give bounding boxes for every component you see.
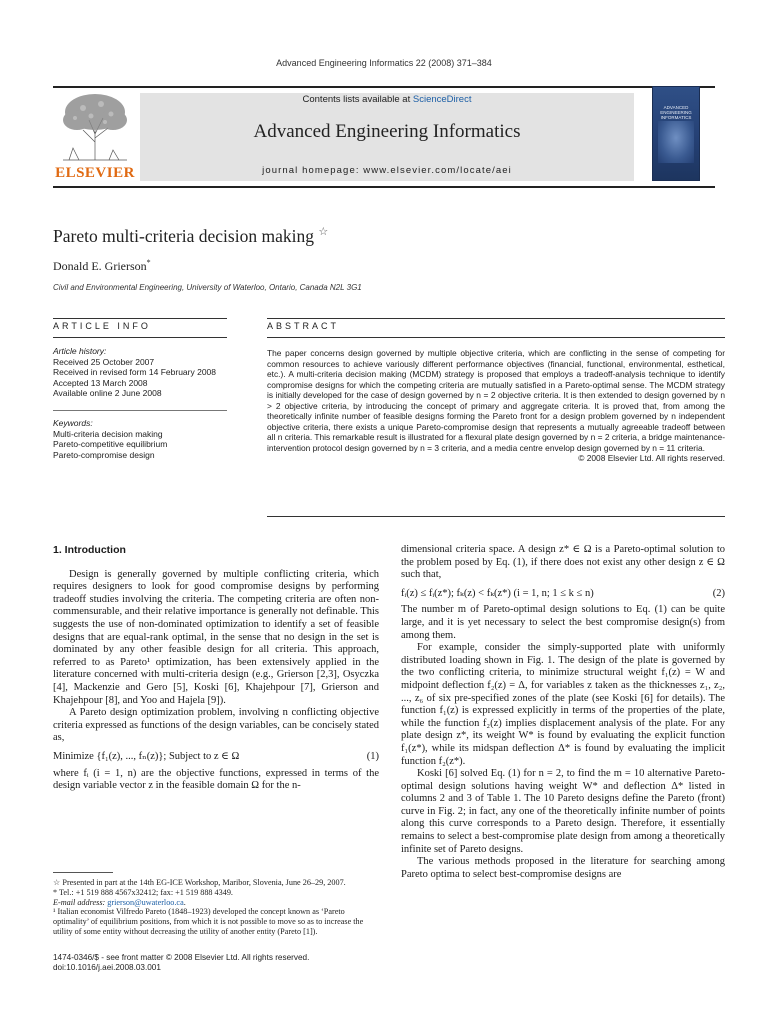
abstract-copyright: © 2008 Elsevier Ltd. All rights reserved.: [578, 453, 725, 463]
keywords-label: Keywords:: [53, 418, 93, 428]
keywords: [53, 418, 229, 460]
right-paragraph-2: The number m of Pareto-optimal design solutions to Eq. (1) can be quite large, and it is yet necessary to select the best compromise design(s) from among them.: [401, 604, 725, 641]
article-history-label: Article history:: [53, 346, 107, 356]
front-matter-issn: 1474-0346/$ - see front matter © 2008 Elsevier Ltd. All rights reserved.: [53, 953, 310, 962]
journal-cover-image: [652, 86, 700, 181]
author-affiliation: Civil and Environmental Engineering, University of Waterloo, Ontario, Canada N2L 3G1: [53, 283, 362, 292]
front-matter-doi[interactable]: doi:10.1016/j.aei.2008.03.001: [53, 963, 161, 972]
abstract-label: ABSTRACT: [267, 321, 340, 331]
keyword-item: Pareto-competitive equilibrium: [53, 439, 168, 449]
footnote-email: [53, 898, 379, 908]
article-info-divider: [53, 410, 227, 411]
equation-2-number: (2): [712, 587, 725, 599]
footnote-pareto: ¹ Italian economist Vilfredo Pareto (1848–1923) developed the concept known as ‘Pareto optimality’ of equilibrium positions, from which it is not possible to move so as to increase the utility of some entity without decreasing the utility of another entity (Pareto [1]).: [53, 907, 364, 936]
front-matter: [53, 953, 309, 973]
abstract-rule: [267, 337, 725, 338]
history-received: Received 25 October 2007: [53, 356, 155, 367]
equation-1: [53, 751, 379, 764]
paper-title: [53, 225, 328, 247]
footnote-contact: * Tel.: +1 519 888 4567x32412; fax: +1 519 888 4349.: [53, 887, 233, 897]
paper-title-text: Pareto multi-criteria decision making: [53, 225, 314, 246]
section-heading-introduction: 1. Introduction: [53, 544, 126, 556]
email-label: E-mail address:: [53, 897, 108, 907]
footnotes: [53, 878, 379, 937]
intro-paragraph-1: Design is generally governed by multiple conflicting criteria, which requires designers to look for good compromise designs by performing tradeoff studies involving the criteria. The competing criteria are often non-commensurable, and their relative importance is generally not definable. This suggests the use of non-dominated optimization to identify a set of feasible designs that are equal-rank optimal, in the sense that no design in the set is dominated by any other feasible design for all criteria. This approach, referred to as Pareto¹ optimization, has been extensively applied in the literature concerned with multi-criteria design (e.g., Grierson [2,3], Osyczka [4], Mackenzie and Gero [5], Koski [6], Khajehpour [7], Grierson and Khajehpour [8], and Yoo and Hajela [9]).: [53, 568, 379, 706]
article-info-rule: [53, 337, 227, 338]
email-link[interactable]: grierson@uwaterloo.ca: [107, 897, 184, 907]
elsevier-logo-text: ELSEVIER: [55, 165, 135, 181]
author: [53, 258, 151, 274]
abstract-text: The paper concerns design governed by multiple objective criteria, which are conflicting in the sense of competing for common resources to achieve variously different performance objectives (financial, functional, environmental, esthetical, etc.). A multi-criteria decision making (MCDM) strategy is proposed that employs a tradeoff-analysis technique to identify compromise designs for which the competing criteria are mutually satisfied in a Pareto-optimal sense. The MCDM strategy is initially developed for the case of design governed by n = 2 objective criteria. It is then extended to design governed by n > 2 objective criteria, by introducing the concept of primary and aggregate criteria. It is proved that, from among the theoretically infinite number of feasible designs forming the Pareto front for a design problem governed by n independent objective criteria, there exists a unique Pareto-compromise design that represents a mutually agreeable tradeoff between all n criteria. This remarkable result is illustrated for a flexural plate design governed by n = 2 criteria, a bridge maintenance-intervention protocol design governed by n = 3 criteria, and a media centre envelop design governed by n = 11 criteria.: [267, 348, 725, 453]
history-accepted: Accepted 13 March 2008: [53, 377, 148, 388]
journal-banner: [140, 93, 634, 181]
equation-1-body: Minimize {f₁(z), ..., fₙ(z)}; Subject to z ∈ Ω: [53, 750, 240, 762]
article-history: [53, 346, 229, 399]
journal-title: Advanced Engineering Informatics: [253, 121, 521, 142]
equation-1-number: (1): [366, 750, 379, 762]
article-info-label: ARTICLE INFO: [53, 321, 151, 331]
right-paragraph-5: The various methods proposed in the literature for searching among Pareto optima to select best-compromise designs are: [401, 856, 725, 880]
right-paragraph-3: For example, consider the simply-supported plate with uniformly distributed loading shown in Fig. 1. The design of the plate is governed by the two conflicting criteria, to minimize structural weight f₁(z) = W and midpoint deflection f₂(z) = Δ, for variables z taken as the thicknesses z₁, z₂, ..., z₆ of six pre-specified zones of the plate (see Koski [6] for details). The function f₁(z) is expressed explicitly in terms of the properties of the plate, while the function f₂(z) implies displacement analysis of the plate. For any plate design z*, its weight W* is found by evaluating the explicit function f₁(z*), while its midspan deflection Δ* is found by evaluating the implicit function f₂(z*).: [401, 642, 725, 767]
abstract: [267, 348, 725, 464]
history-online: Available online 2 June 2008: [53, 388, 162, 398]
intro-paragraph-2: A Pareto design optimization problem, involving n conflicting objective criteria expressed as functions of the design variables, can be concisely stated as,: [53, 707, 379, 744]
keyword-item: Pareto-compromise design: [53, 449, 155, 460]
intro-paragraph-3: where fᵢ (i = 1, n) are the objective functions, expressed in terms of the design variable vector z in the feasible domain Ω for the n-: [53, 767, 379, 792]
email-suffix: .: [183, 897, 186, 907]
right-paragraph-1: dimensional criteria space. A design z* ∈ Ω is a Pareto-optimal solution to the problem posed by Eq. (1), if there does not exist any other design z ∈ Ω such that,: [401, 544, 725, 581]
article-info-top-rule: [53, 318, 227, 319]
header-top-rule: [53, 86, 715, 88]
journal-reference: Advanced Engineering Informatics 22 (2008) 371–384: [276, 58, 492, 68]
cover-artwork: [658, 121, 694, 163]
equation-2: [401, 588, 725, 601]
sciencedirect-link[interactable]: ScienceDirect: [412, 94, 472, 105]
equation-2-body: fᵢ(z) ≤ fᵢ(z*); fₖ(z) < fₖ(z*) (i = 1, n; 1 ≤ k ≤ n): [401, 587, 594, 599]
right-column: [401, 544, 725, 881]
title-footnote-mark[interactable]: ☆: [318, 226, 329, 238]
keyword-item: Multi-criteria decision making: [53, 428, 163, 439]
left-column: [53, 544, 379, 793]
cover-title: ADVANCED ENGINEERING INFORMATICS: [660, 105, 692, 120]
contents-availability: [140, 94, 634, 105]
author-name: Donald E. Grierson: [53, 259, 147, 273]
footnote-presented: ☆ Presented in part at the 14th EG-ICE Workshop, Maribor, Slovenia, June 26–29, 2007.: [53, 878, 346, 887]
elsevier-logo: [53, 90, 137, 184]
abstract-top-rule: [267, 318, 725, 319]
header-bottom-rule: [53, 186, 715, 188]
elsevier-tree-icon: [53, 90, 137, 162]
journal-homepage[interactable]: journal homepage: www.elsevier.com/locate/aei: [262, 165, 512, 176]
footnote-rule: [53, 872, 113, 873]
author-footnote-mark[interactable]: *: [146, 258, 151, 267]
abstract-bottom-rule: [267, 516, 725, 517]
contents-prefix: Contents lists available at: [302, 94, 413, 105]
right-paragraph-4: Koski [6] solved Eq. (1) for n = 2, to find the m = 10 alternative Pareto-optimal design solutions having weight W* and deflection Δ* listed in columns 2 and 3 of Table 1. The 10 Pareto designs define the Pareto (front) curve in Fig. 2; in fact, any one of the theoretically infinite number of points along this curve corresponds to a Pareto design. Therefore, it essentially remains to select a best-compromise plate design from among a theoretically infinite set of Pareto designs.: [401, 768, 725, 855]
history-revised: Received in revised form 14 February 2008: [53, 367, 216, 377]
